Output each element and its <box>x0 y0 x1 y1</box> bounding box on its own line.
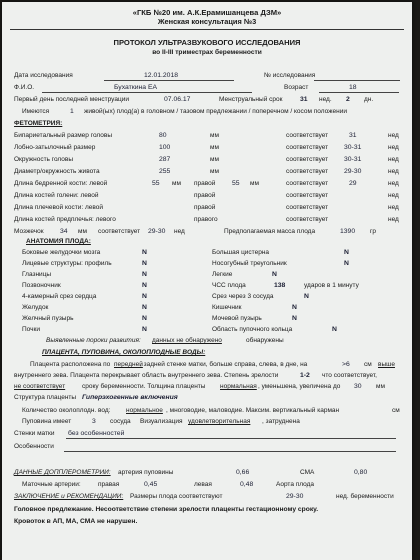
placenta-correspondence: не соответствует <box>14 383 66 390</box>
conclusion-heading: ЗАКЛЮЧЕНИЕ и РЕКОМЕНДАЦИИ: <box>14 493 124 500</box>
anatomy-right-value: N <box>272 271 277 278</box>
placenta-maturity-text: внутреннего зева. Плацента перекрывает область внутреннего зева. Степень зрелости <box>14 372 279 379</box>
fetometry-label: Бипариетальный размер головы <box>14 132 113 139</box>
anatomy-right-label: Срез через 3 сосуда <box>212 293 274 300</box>
cord-value: 3 <box>92 418 96 425</box>
days-label: дн. <box>364 96 374 103</box>
conclusion-line1: Головное предлежание. Несоответствие степени зрелости плаценты гестационному сроку. <box>14 506 319 513</box>
fetometry-corr: соответствует <box>286 144 329 151</box>
humerus-corr: соответствует <box>286 204 329 211</box>
weight-value: 1390 <box>340 228 356 235</box>
humerus-label: Длина плечевой кости: левой <box>14 204 104 211</box>
lmp-label: Первый день последней менструации <box>14 96 129 103</box>
clinic-name: «ГКБ №20 им. А.К.Ерамишанцева ДЗМ» <box>132 8 282 17</box>
shin-label: Длина костей голени: левой <box>14 192 99 199</box>
placenta-thickness-value: 30 <box>354 383 362 390</box>
anatomy-left-label: Желчный пузырь <box>22 315 74 322</box>
anatomy-right-label: Мочевой пузырь <box>212 315 262 322</box>
protocol-title-line2: во II-III триместрах беременности <box>152 48 262 56</box>
features-line <box>64 451 396 452</box>
heart-rate-unit: ударов в 1 минуту <box>304 282 359 289</box>
cerebellum-weeks: 29-30 <box>148 228 166 235</box>
fetometry-unit: мм <box>210 132 219 139</box>
cerebellum-value: 34 <box>60 228 68 235</box>
forearm-nd: нед <box>388 216 399 223</box>
anatomy-left-value: N <box>142 271 147 278</box>
fetometry-nd: нед <box>388 132 399 139</box>
placenta-above: выше <box>378 361 395 368</box>
fio-value: Бухаткина ЕА <box>114 84 158 91</box>
date-line <box>104 80 234 81</box>
amniotic-fluid-value: нормальное <box>126 407 163 414</box>
femur-corr: соответствует <box>286 180 329 187</box>
anatomy-left-value: N <box>142 293 147 300</box>
fio-line <box>42 92 252 93</box>
fetus-presentation-text: живой(ых) плод(а) в головном / тазовом предлежании / поперечном / косом положении <box>84 108 347 115</box>
humerus-right-label: правой <box>194 204 216 211</box>
term-label: Менструальный срок <box>219 96 283 103</box>
anatomy-right-label: Большая цистерна <box>212 249 270 256</box>
have-value: 1 <box>70 108 74 115</box>
placenta-location-value: передней <box>114 361 143 368</box>
placenta-thickness-unit: мм <box>376 383 385 390</box>
study-number-label: № исследования <box>264 72 316 79</box>
cord-visualization-label: Визуализация <box>140 418 183 425</box>
cord-label: Пуповина имеет <box>22 418 72 425</box>
fetometry-label: Диаметр/окружность живота <box>14 168 100 175</box>
fetometry-value: 100 <box>159 144 171 151</box>
anatomy-left-label: Глазницы <box>22 271 52 278</box>
fetometry-heading: ФЕТОМЕТРИЯ: <box>14 120 63 127</box>
term-weeks: 31 <box>300 96 308 103</box>
fetometry-weeks: 30-31 <box>344 144 362 151</box>
cerebellum-label: Мозжечок <box>14 228 44 235</box>
walls-value: без особенностей <box>68 430 125 437</box>
fetometry-weeks: 29-30 <box>344 168 362 175</box>
fetometry-nd: нед <box>388 168 399 175</box>
study-number-line <box>314 80 400 81</box>
anatomy-left-label: Желудок <box>22 304 49 311</box>
anatomy-right-value: N <box>344 249 349 256</box>
anatomy-right-label: ЧСС плода <box>212 282 246 289</box>
fetometry-value: 287 <box>159 156 171 163</box>
cord-vessels-label: сосуда <box>110 418 131 425</box>
protocol-title-line1: ПРОТОКОЛ УЛЬТРАЗВУКОВОГО ИССЛЕДОВАНИЯ <box>113 38 301 47</box>
fetometry-label: Окружность головы <box>14 156 74 163</box>
anatomy-right-label: Область пупочного кольца <box>212 326 293 333</box>
cerebellum-corr: соответствует <box>98 228 141 235</box>
placenta-structure-value: Гиперэхогенные включения <box>82 394 178 401</box>
fetometry-corr: соответствует <box>286 168 329 175</box>
age-label: Возраст <box>284 84 309 91</box>
fetal-size-label: Размеры плода соответствуют <box>130 493 223 500</box>
cerebellum-unit: мм <box>78 228 87 235</box>
placenta-thickness-label: сроку беременности. Толщина плаценты <box>82 383 206 390</box>
forearm-label: Длина костей предплечья: левого <box>14 216 116 223</box>
anatomy-heading: АНАТОМИЯ ПЛОДА: <box>26 238 91 245</box>
anatomy-right-label: Легкие <box>212 271 233 278</box>
clinic-header <box>2 8 412 26</box>
anatomy-left-value: N <box>142 282 147 289</box>
term-days: 2 <box>346 96 350 103</box>
walls-label: Стенки матки <box>14 430 55 437</box>
anatomy-left-value: N <box>142 315 147 322</box>
fetometry-nd: нед <box>388 144 399 151</box>
anatomy-left-label: Почки <box>22 326 41 333</box>
fetal-size-value: 29-30 <box>286 493 304 500</box>
fetometry-weeks: 30-31 <box>344 156 362 163</box>
cord-visualization-rest: , затруднена <box>262 418 300 425</box>
placenta-distance: >6 <box>342 361 350 368</box>
fetal-size-unit: нед. беременности <box>336 493 394 500</box>
anatomy-right-value: N <box>292 315 297 322</box>
forearm-right-label: правого <box>194 216 218 223</box>
uterine-right-label: правая <box>98 481 120 488</box>
sma-value: 0,80 <box>354 469 368 476</box>
anatomy-right-value: N <box>344 260 349 267</box>
humerus-nd: нед <box>388 204 399 211</box>
defects-value: данных не обнаружено <box>152 337 222 344</box>
placenta-distance-unit: см <box>364 361 372 368</box>
weight-unit: гр <box>370 228 376 235</box>
anatomy-left-value: N <box>142 260 147 267</box>
anatomy-left-value: N <box>142 249 147 256</box>
anatomy-left-label: Боковые желудочки мозга <box>22 249 101 256</box>
femur-label: Длина бедренной кости: левой <box>14 180 108 187</box>
fetometry-nd: нед <box>388 156 399 163</box>
lmp-value: 07.06.17 <box>164 96 191 103</box>
placenta-maturity-value: 1-2 <box>300 372 310 379</box>
features-label: Особенности <box>14 443 54 450</box>
anatomy-left-label: Позвоночник <box>22 282 61 289</box>
fetometry-weeks: 31 <box>349 132 357 139</box>
anatomy-right-value: N <box>292 304 297 311</box>
fio-label: Ф.И.О. <box>14 84 35 91</box>
placenta-location-text: , задней стенке матки, больше справа, слева, в дне, на <box>140 361 308 368</box>
clinic-department: Женская консультация №3 <box>157 17 257 27</box>
umbilical-artery-value: 0,66 <box>236 469 250 476</box>
shin-nd: нед <box>388 192 399 199</box>
age-line <box>319 92 399 93</box>
walls-line <box>66 438 396 439</box>
femur-right-unit: мм <box>250 180 259 187</box>
uterine-right-value: 0,45 <box>144 481 158 488</box>
age-value: 18 <box>349 84 357 91</box>
placenta-maturity-suffix: что соответствует, <box>322 372 377 379</box>
amniotic-fluid-label: Количество околоплодн. вод: <box>22 407 111 414</box>
fetometry-unit: мм <box>210 168 219 175</box>
anatomy-right-value: N <box>304 293 309 300</box>
anatomy-right-label: Носогубный треугольник <box>212 260 287 267</box>
anatomy-left-value: N <box>142 304 147 311</box>
amniotic-fluid-unit: см <box>392 407 400 414</box>
fetometry-corr: соответствует <box>286 156 329 163</box>
cerebellum-nd: нед <box>174 228 185 235</box>
anatomy-left-label: Лицевые структуры: профиль <box>22 260 112 267</box>
defects-suffix: обнаружены <box>246 337 284 344</box>
forearm-corr: соответствует <box>286 216 329 223</box>
uterine-left-value: 0,48 <box>240 481 254 488</box>
weeks-label: нед. <box>319 96 332 103</box>
anatomy-left-label: 4-камерный срез сердца <box>22 293 97 300</box>
femur-right-label: правой <box>194 180 216 187</box>
femur-left-unit: мм <box>172 180 181 187</box>
placenta-location-label: Плацента расположена по <box>30 361 111 368</box>
fetometry-label: Лобно-затылочный размер <box>14 144 96 151</box>
umbilical-artery-label: артерия пуповины <box>118 469 174 476</box>
femur-left-value: 55 <box>152 180 160 187</box>
anatomy-right-value: N <box>332 326 337 333</box>
femur-weeks: 29 <box>349 180 357 187</box>
fetal-aorta-label: Аорта плода <box>276 481 315 488</box>
amniotic-fluid-text: , многоводие, маловодие. Максим. вертикальный карман <box>166 407 340 414</box>
shin-right-label: правой <box>194 192 216 199</box>
fetometry-value: 255 <box>159 168 171 175</box>
header-divider <box>10 29 404 30</box>
anatomy-left-value: N <box>142 326 147 333</box>
fetometry-value: 80 <box>159 132 167 139</box>
placenta-thickness-norm: нормальная <box>220 383 257 390</box>
placenta-heading: ПЛАЦЕНТА, ПУПОВИНА, ОКОЛОПЛОДНЫЕ ВОДЫ: <box>42 349 206 356</box>
shin-corr: соответствует <box>286 192 329 199</box>
date-value: 12.01.2018 <box>144 72 179 79</box>
anatomy-right-label: Кишечник <box>212 304 242 311</box>
femur-right-value: 55 <box>232 180 240 187</box>
fetometry-corr: соответствует <box>286 132 329 139</box>
defects-label: Выявленные пороки развития: <box>46 337 141 344</box>
anatomy-right-value: 138 <box>274 282 286 289</box>
fetometry-unit: мм <box>210 156 219 163</box>
have-label: Имеются <box>22 108 50 115</box>
date-label: Дата исследования <box>14 72 73 79</box>
protocol-title <box>2 38 412 57</box>
uterine-left-label: левая <box>194 481 212 488</box>
report-sheet <box>2 2 412 560</box>
fetometry-unit: мм <box>210 144 219 151</box>
conclusion-line2: Кровоток в АП, МА, СМА не нарушен. <box>14 518 138 525</box>
weight-label: Предполагаемая масса плода <box>224 228 316 235</box>
uterine-label: Маточные артерии: <box>22 481 81 488</box>
sma-label: СМА <box>300 469 315 476</box>
doppler-heading: ДАННЫЕ ДОППЛЕРОМЕТРИИ: <box>14 469 111 476</box>
cord-visualization-value: удовлетворительная <box>188 418 251 425</box>
placenta-thickness-options: , уменьшена, увеличена до <box>258 383 341 390</box>
femur-nd: нед <box>388 180 399 187</box>
placenta-structure-label: Структура плаценты <box>14 394 77 401</box>
